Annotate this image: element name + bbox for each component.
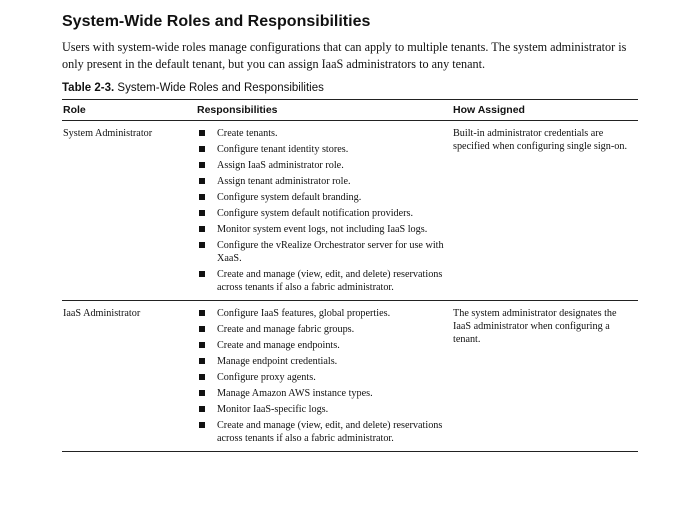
section-title: System-Wide Roles and Responsibilities [62,13,371,30]
header-role: Role [62,100,196,121]
header-responsibilities: Responsibilities [196,100,452,121]
roles-table [62,99,638,452]
square-bullet-icon [199,390,205,396]
list-item-text: Create tenants. [217,128,278,139]
list-item-text: Create and manage endpoints. [217,340,340,351]
square-bullet-icon [199,146,205,152]
list-item-text: Configure the vRealize Orchestrator server for use with XaaS. [217,240,444,264]
square-bullet-icon [199,406,205,412]
list-item-text: Monitor system event logs, not including IaaS logs. [217,224,428,235]
list-item [197,143,448,156]
table-caption [62,81,638,96]
list-item [197,127,448,140]
list-item-text: Monitor IaaS-specific logs. [217,404,329,415]
list-item-text: Manage endpoint credentials. [217,356,338,367]
list-item-text: Create and manage (view, edit, and delete) reservations across tenants if also a fabric administrator. [217,269,443,293]
document-page [62,12,638,452]
list-item-text: Assign IaaS administrator role. [217,160,344,171]
list-item [197,387,448,400]
responsibilities-cell [196,301,452,452]
square-bullet-icon [199,242,205,248]
square-bullet-icon [199,310,205,316]
list-item-text: Configure tenant identity stores. [217,144,349,155]
table-row-iaas-administrator [62,301,638,452]
list-item [197,419,448,445]
list-item-text: Manage Amazon AWS instance types. [217,388,373,399]
square-bullet-icon [199,210,205,216]
list-item [197,403,448,416]
header-how-assigned: How Assigned [452,100,638,121]
list-item [197,371,448,384]
list-item [197,268,448,294]
list-item [197,223,448,236]
how-assigned-cell: Built-in administrator credentials are specified when configuring single sign-on. [452,121,638,301]
list-item-text: Configure IaaS features, global properties. [217,308,391,319]
role-cell: IaaS Administrator [62,301,196,452]
role-cell: System Administrator [62,121,196,301]
square-bullet-icon [199,342,205,348]
list-item [197,159,448,172]
list-item [197,191,448,204]
square-bullet-icon [199,178,205,184]
list-item [197,307,448,320]
how-assigned-cell: The system administrator designates the IaaS administrator when configuring a tenant. [452,301,638,452]
list-item [197,239,448,265]
square-bullet-icon [199,194,205,200]
list-item [197,207,448,220]
list-item [197,339,448,352]
list-item-text: Configure system default notification providers. [217,208,414,219]
table-caption-text: System-Wide Roles and Responsibilities [117,82,324,94]
table-caption-label: Table 2-3. [62,82,115,94]
square-bullet-icon [199,374,205,380]
square-bullet-icon [199,271,205,277]
list-item [197,175,448,188]
list-item-text: Assign tenant administrator role. [217,176,351,187]
square-bullet-icon [199,130,205,136]
square-bullet-icon [199,358,205,364]
square-bullet-icon [199,422,205,428]
list-item-text: Configure proxy agents. [217,372,316,383]
table-row-system-administrator [62,121,638,301]
responsibilities-cell [196,121,452,301]
square-bullet-icon [199,226,205,232]
square-bullet-icon [199,326,205,332]
square-bullet-icon [199,162,205,168]
list-item-text: Create and manage fabric groups. [217,324,355,335]
list-item [197,323,448,336]
list-item-text: Configure system default branding. [217,192,362,203]
list-item-text: Create and manage (view, edit, and delete) reservations across tenants if also a fabric administrator. [217,420,443,444]
responsibilities-list [197,127,448,294]
table-header-row [62,100,638,121]
responsibilities-list [197,307,448,445]
section-intro: Users with system-wide roles manage configurations that can apply to multiple tenants. The system administrator is only present in the default tenant, but you can assign IaaS administrators to any tenant. [62,40,627,71]
list-item [197,355,448,368]
